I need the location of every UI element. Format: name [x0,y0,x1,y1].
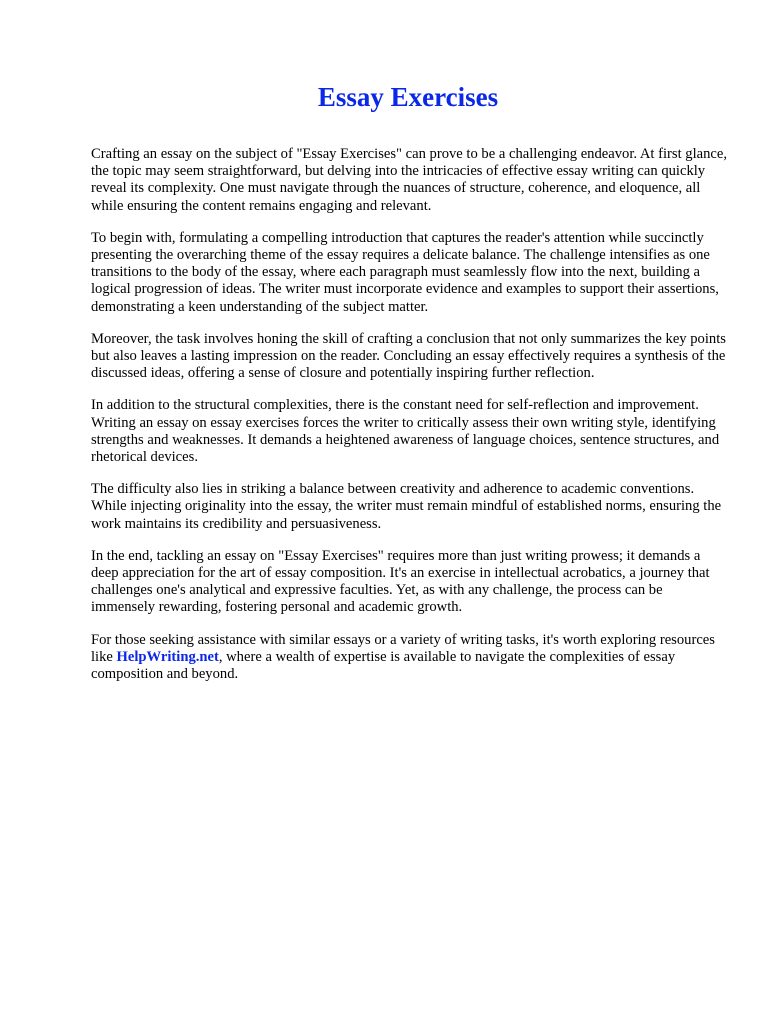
closing-text-before-link: For those seeking assistance with similar essays or a variety of writing tasks, it's worth exploring resources like [91,631,715,665]
page-title: Essay Exercises [317,82,499,112]
document-body [91,146,727,698]
paragraph-closing [91,632,727,684]
paragraph-conclusion: Moreover, the task involves honing the skill of crafting a conclusion that not only summarizes the key points but also leaves a lasting impression on the reader. Concluding an essay effectively requires a synthesis of the discussed ideas, offering a sense of closure and potentially inspiring further reflection. [91,330,726,382]
paragraph-intro: Crafting an essay on the subject of "Essay Exercises" can prove to be a challenging endeavor. At first glance, the topic may seem straightforward, but delving into the intricacies of effective essay writing can quickly reveal its complexity. One must navigate through the nuances of structure, coherence, and eloquence, all while ensuring the content remains engaging and relevant. [91,146,727,214]
paragraph-final-thoughts: In the end, tackling an essay on "Essay Exercises" requires more than just writing prowess; it demands a deep appreciation for the art of essay composition. It's an exercise in intellectual acrobatics, a journey that challenges one's analytical and expressive faculties. Yet, as with any challenge, the process can be immensely rewarding, fostering personal and academic growth. [91,547,710,616]
helpwriting-link[interactable]: HelpWriting.net [116,648,219,665]
closing-text-after-link: , where a wealth of expertise is available to navigate the complexities of essay composition and beyond. [91,648,676,683]
paragraph-creativity-balance: The difficulty also lies in striking a balance between creativity and adherence to academic conventions. While injecting originality into the essay, the writer must remain mindful of established norms, ensuring the work maintains its credibility and persuasiveness. [91,481,722,532]
paragraph-introduction-balance: To begin with, formulating a compelling introduction that captures the reader's attention while succinctly presenting the overarching theme of the essay requires a delicate balance. The challenge intensifies as one transitions to the body of the essay, where each paragraph must seamlessly flow into the next, building a logical progression of ideas. The writer must incorporate evidence and examples to support their assertions, demonstrating a keen understanding of the subject matter. [91,229,719,315]
paragraph-self-reflection: In addition to the structural complexities, there is the constant need for self-reflection and improvement. Writing an essay on essay exercises forces the writer to critically assess their own writing style, identifying strengths and weaknesses. It demands a heightened awareness of language choices, sentence structures, and rhetorical devices. [91,397,720,466]
